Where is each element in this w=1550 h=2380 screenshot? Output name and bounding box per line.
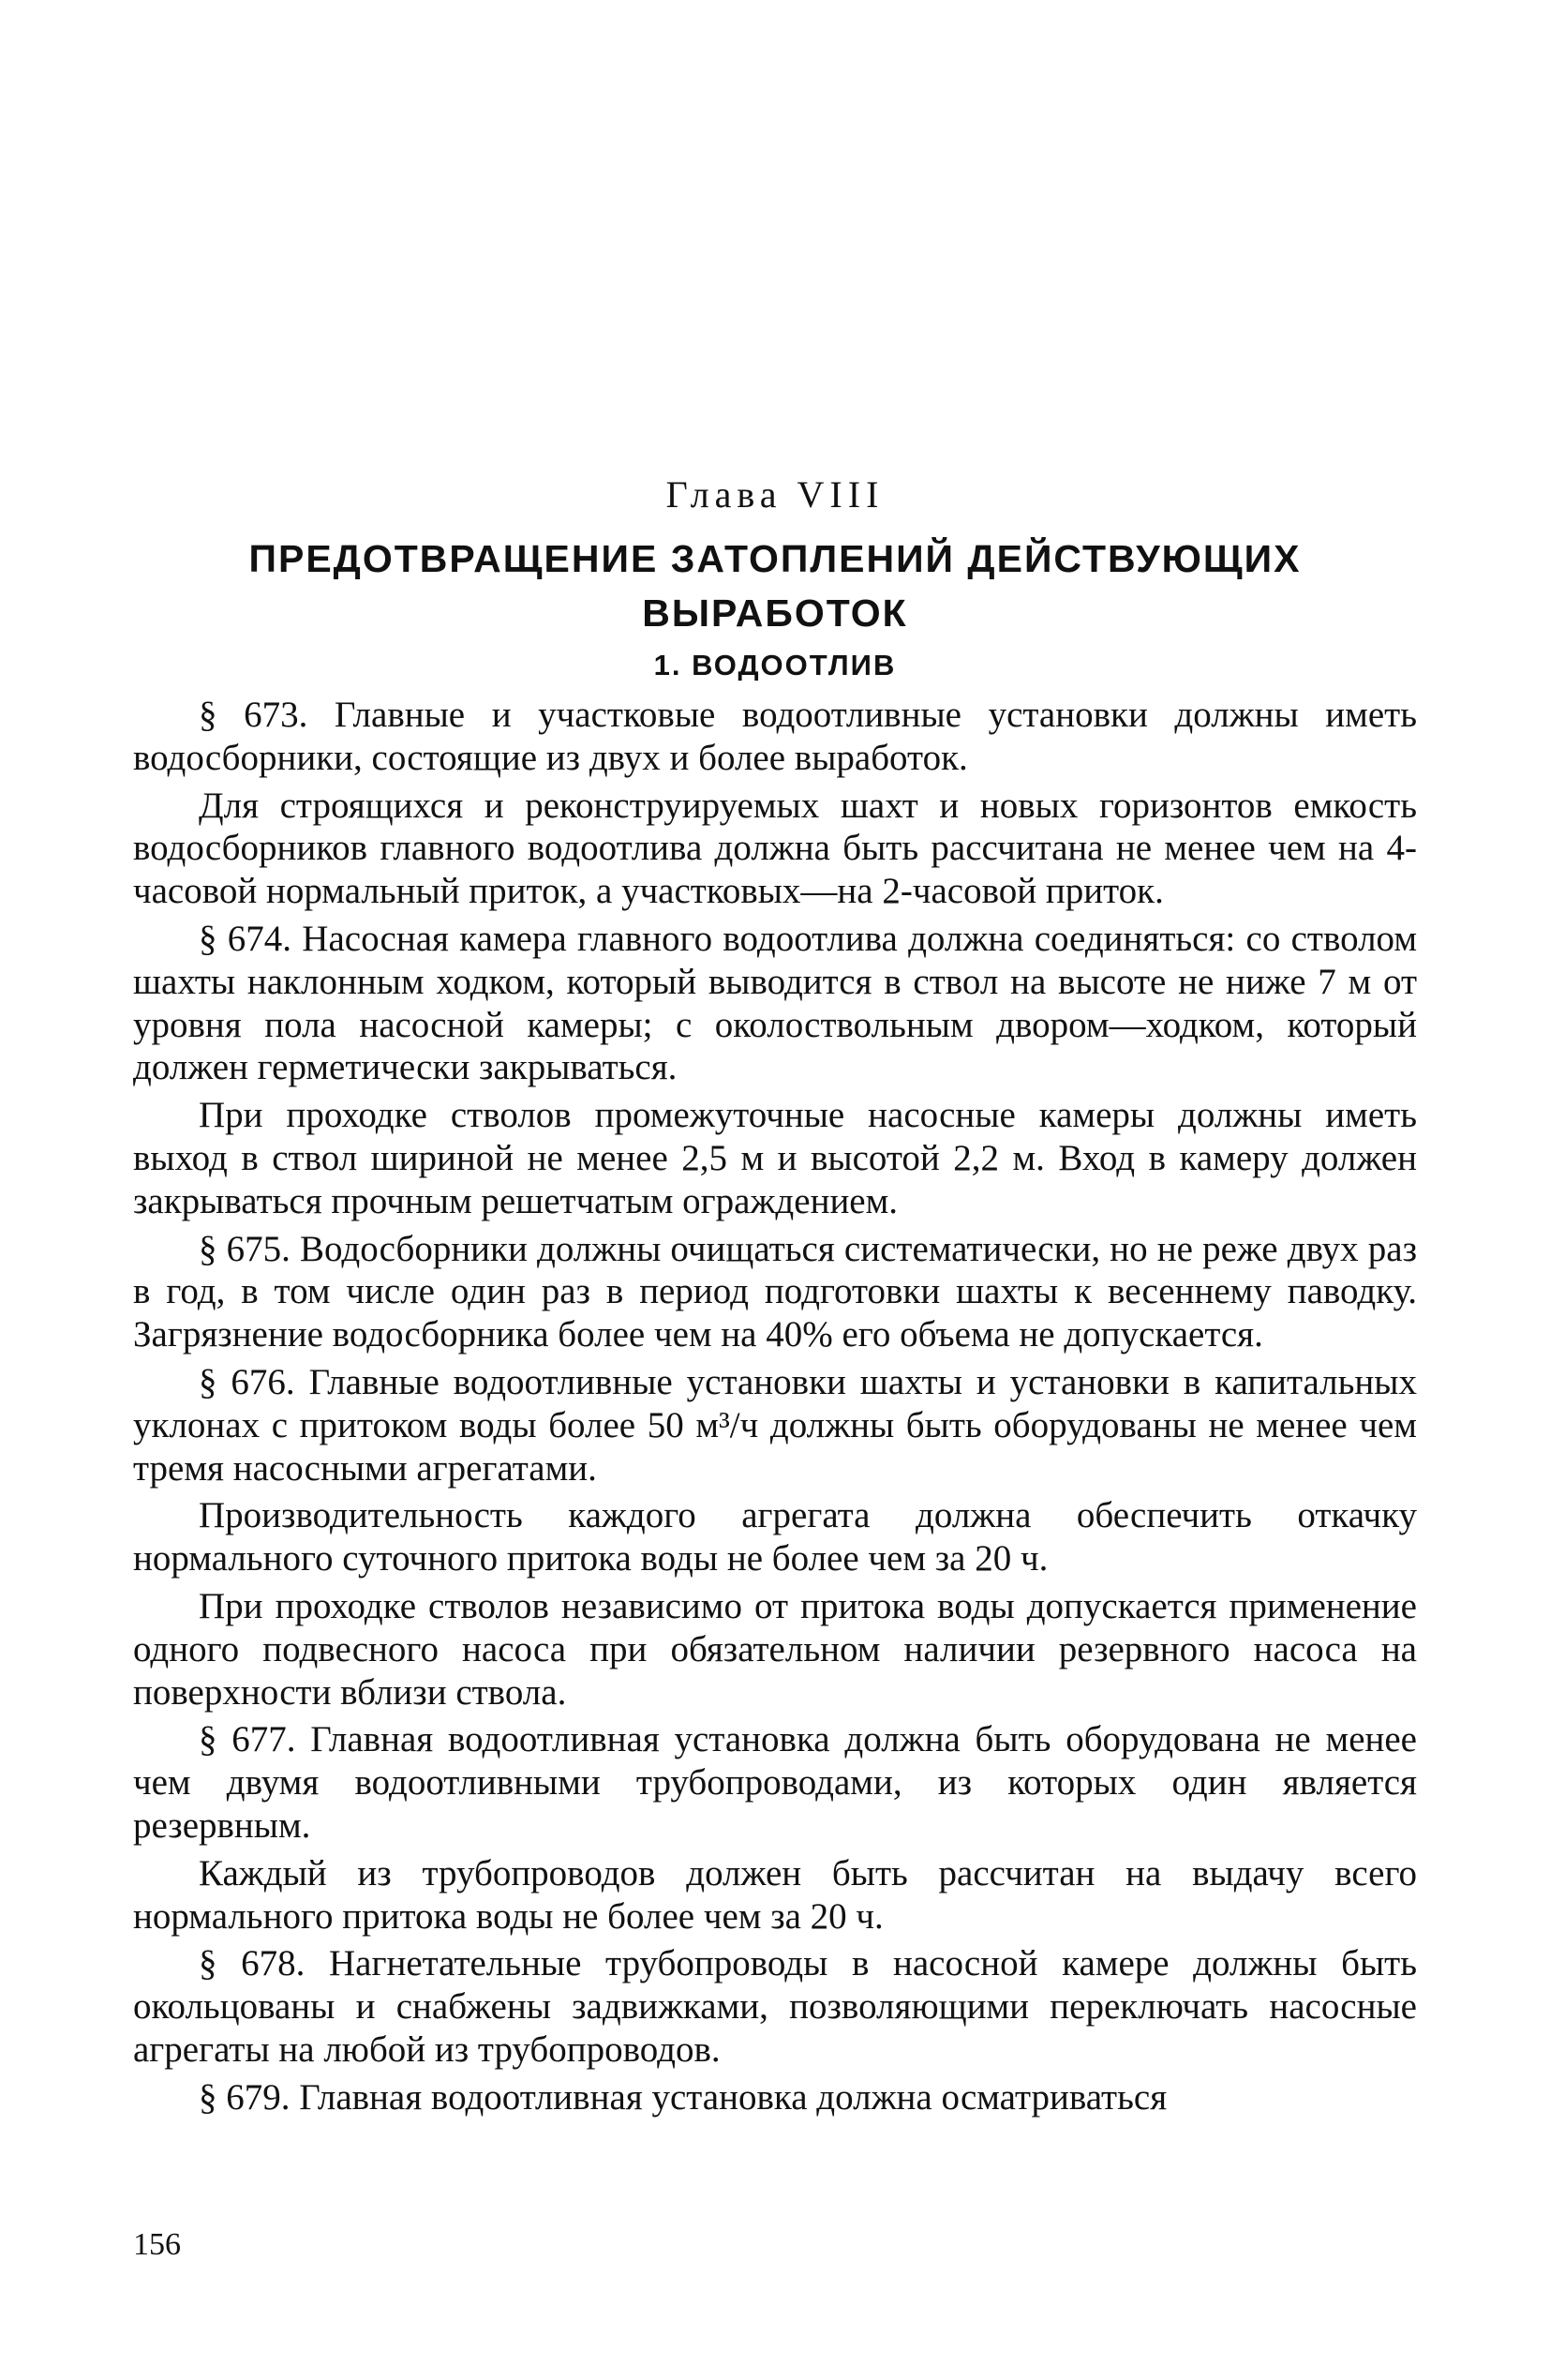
paragraph: Для строящихся и реконструируемых шахт и новых горизонтов емкость водосборников главного водоотлива должна быть рассчитана не менее чем на 4-часовой нормальный приток, а участковых—на 2-часовой приток. [133,785,1417,912]
paragraph: Каждый из трубопроводов должен быть рассчитан на выдачу всего нормального притока воды не более чем за 20 ч. [133,1852,1417,1937]
chapter-title: ПРЕДОТВРАЩЕНИЕ ЗАТОПЛЕНИЙ ДЕЙСТВУЮЩИХ ВЫРАБОТОК [248,537,1302,635]
paragraph-673: § 673. Главные и участковые водоотливные установки должны иметь водосборники, состоящие из двух и более выработок. [133,695,1417,778]
body-text [133,694,1417,2124]
paragraph: При проходке стволов промежуточные насосные камеры должны иметь выход в ствол шириной не менее 2,5 м и высотой 2,2 м. Вход в камеру должен закрываться прочным решетчатым ограждением. [133,1095,1417,1221]
paragraph: Производительность каждого агрегата должна обеспечить откачку нормального суточного притока воды не более чем за 20 ч. [133,1495,1417,1579]
paragraph-675: § 675. Водосборники должны очищаться систематически, но не реже двух раз в год, в том числе один раз в период подготовки шахты к весеннему паводку. Загрязнение водосборника более чем на 40% его объема не допускается. [133,1228,1417,1355]
paragraph-678: § 678. Нагнетательные трубопроводы в насосной камере должны быть окольцованы и снабжены задвижками, позволяющими переключать насосные агрегаты на любой из трубопроводов. [133,1943,1417,2070]
section-heading: 1. ВОДООТЛИВ [653,649,897,681]
paragraph: При проходке стволов независимо от притока воды допускается применение одного подвесного насоса при обязательном наличии резервного насоса на поверхности вблизи ствола. [133,1585,1417,1713]
paragraph-676: § 676. Главные водоотливные установки шахты и установки в капитальных уклонах с притоком воды более 50 м³/ч должны быть оборудованы не менее чем тремя насосными агрегатами. [133,1361,1417,1489]
paragraph-674: § 674. Насосная камера главного водоотлива должна соединяться: со стволом шахты наклонным ходком, который выводится в ствол на высоте не ниже 7 м от уровня пола насосной камеры; с околоствольным двором—ходком, который должен герметически закрываться. [133,918,1417,1088]
paragraph-679: § 679. Главная водоотливная установка должна осматриваться [199,2076,1168,2118]
chapter-label: Глава VIII [665,473,885,516]
paragraph-677: § 677. Главная водоотливная установка должна быть оборудована не менее чем двумя водоотливными трубопроводами, из которых один является резервным. [133,1719,1417,1846]
page-number: 156 [133,2227,181,2262]
